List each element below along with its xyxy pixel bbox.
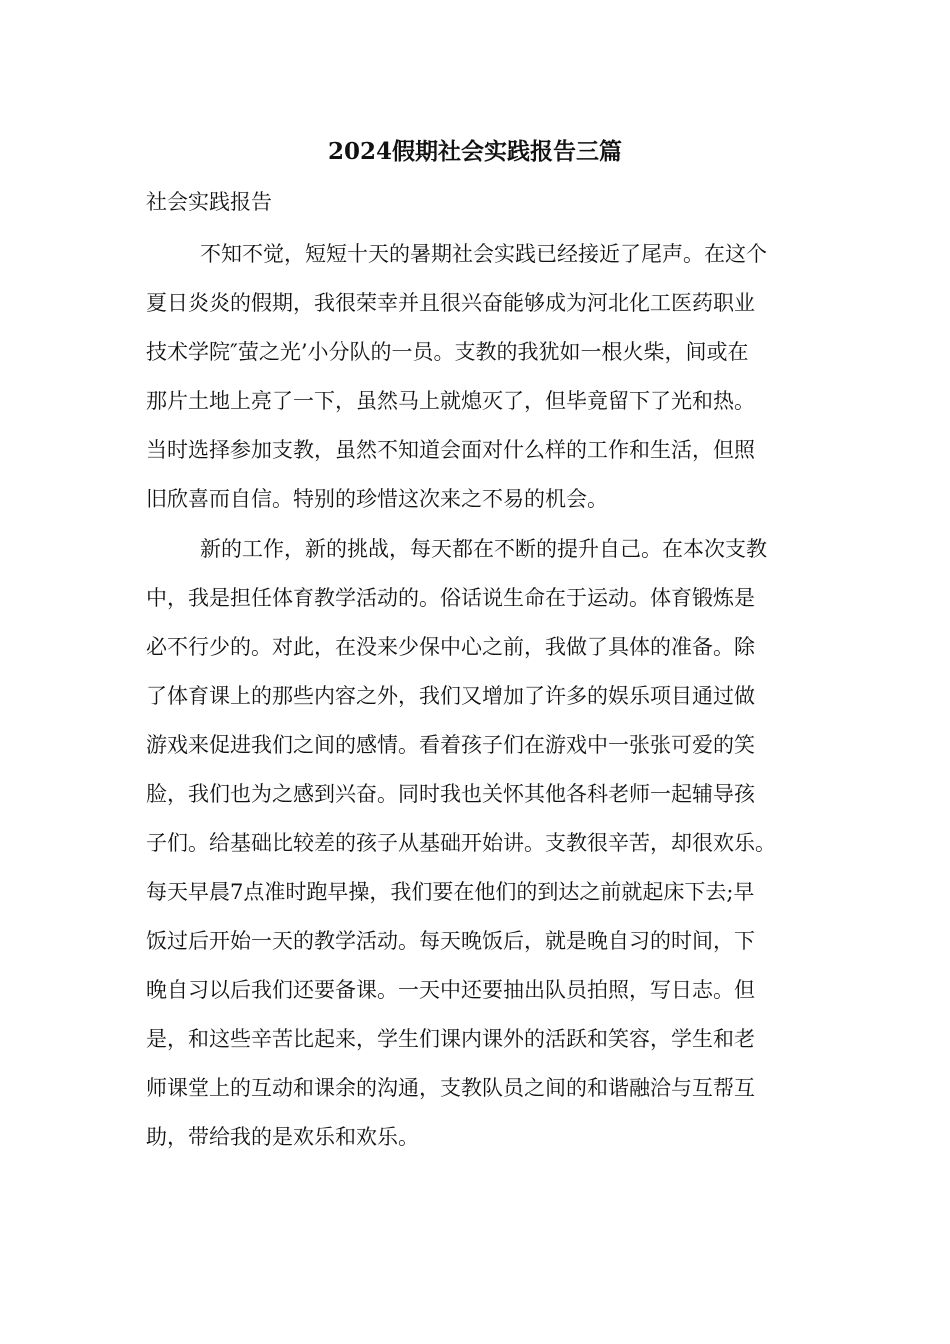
paragraph-line: 那片土地上亮了一下，虽然马上就熄灭了，但毕竟留下了光和热。 [146,389,755,413]
paragraph-line: 脸，我们也为之感到兴奋。同时我也关怀其他各科老师一起辅导孩 [146,782,755,806]
paragraph-line: 子们。给基础比较差的孩子从基础开始讲。支教很辛苦，却很欢乐。 [146,831,776,855]
page-title: 2024假期社会实践报告三篇 [327,138,622,165]
paragraph-line: 不知不觉，短短十天的暑期社会实践已经接近了尾声。在这个 [200,242,767,266]
paragraph-line: 师课堂上的互动和课余的沟通，支教队员之间的和谐融洽与互帮互 [146,1076,755,1100]
paragraph-line: 晚自习以后我们还要备课。一天中还要抽出队员拍照，写日志。但 [146,978,755,1002]
paragraph-line: 中，我是担任体育教学活动的。俗话说生命在于运动。体育锻炼是 [146,586,755,610]
paragraph-line: 每天早晨7点准时跑早操，我们要在他们的到达之前就起床下去;早 [146,880,755,904]
paragraph-line: 是，和这些辛苦比起来，学生们课内课外的活跃和笑容，学生和老 [146,1027,755,1051]
paragraph-line: 旧欣喜而自信。特别的珍惜这次来之不易的机会。 [146,487,608,511]
paragraph-line: 技术学院″萤之光’小分队的一员。支教的我犹如一根火柴，间或在 [146,340,749,364]
paragraph-line: 饭过后开始一天的教学活动。每天晚饭后，就是晚自习的时间，下 [146,929,755,953]
paragraph-line: 新的工作，新的挑战，每天都在不断的提升自己。在本次支教 [200,537,767,561]
paragraph-line: 游戏来促进我们之间的感情。看着孩子们在游戏中一张张可爱的笑 [146,733,755,757]
paragraph-line: 助，带给我的是欢乐和欢乐。 [146,1125,419,1149]
section-heading: 社会实践报告 [146,190,272,214]
paragraph-line: 必不行少的。对此，在没来少保中心之前，我做了具体的准备。除 [146,635,755,659]
paragraph-line: 了体育课上的那些内容之外，我们又增加了许多的娱乐项目通过做 [146,684,755,708]
paragraph-line: 当时选择参加支教，虽然不知道会面对什么样的工作和生活，但照 [146,438,755,462]
paragraph-line: 夏日炎炎的假期，我很荣幸并且很兴奋能够成为河北化工医药职业 [146,291,755,315]
